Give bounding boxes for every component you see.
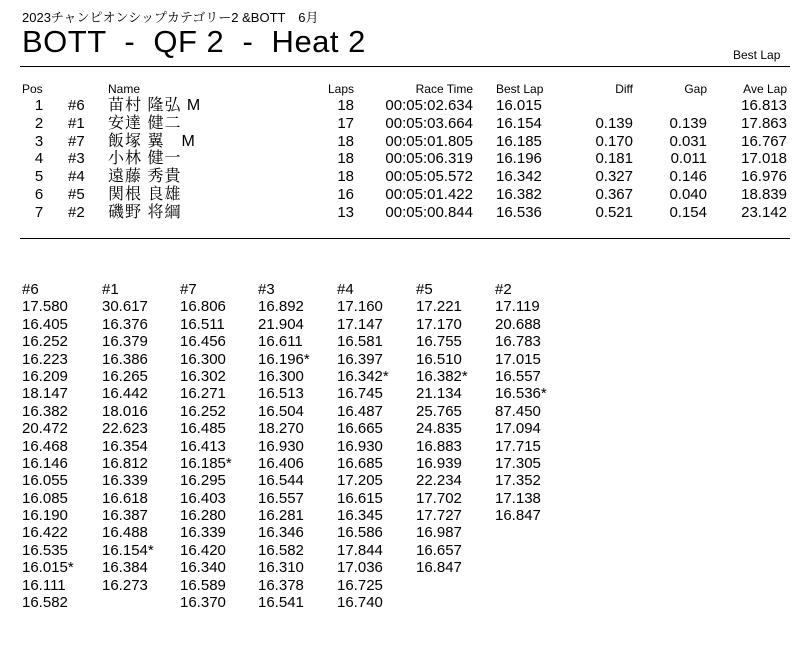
lap-time: 16.535 [22,541,68,559]
lap-time: 16.345 [337,507,383,525]
lap-time: 17.160 [337,298,383,316]
table-row [0,115,800,133]
lap-time: 16.196* [258,350,310,368]
lap-time: 16.271 [180,385,226,403]
result-ave-lap: 16.813 [741,97,787,114]
result-driver-name: 関根 良雄 [108,186,182,203]
lap-time: 16.146 [22,454,68,472]
page-title: BOTT - QF 2 - Heat 2 [22,24,366,59]
result-driver-name: 飯塚 翼 M [108,132,196,150]
lap-time: 17.036 [337,559,383,577]
result-position: 5 [34,168,44,186]
result-ave-lap: 17.863 [741,114,787,132]
result-diff: 0.181 [595,150,633,168]
lap-time: 17.580 [22,298,68,316]
lap-time: 16.541 [258,594,304,612]
lap-time: 17.727 [416,507,462,525]
lap-column-header: #3 [258,281,275,298]
lap-time: 16.302 [180,367,226,385]
lap-column-header: #1 [102,281,119,298]
lap-time: 16.339 [102,472,148,490]
lap-time: 87.450 [495,402,541,420]
lap-time: 16.406 [258,454,304,472]
column-header-pos: Pos [22,82,43,96]
lap-time: 16.310 [258,559,304,577]
lap-time: 16.615 [337,489,383,507]
lap-time: 20.472 [22,420,68,438]
lap-time: 16.190 [22,507,68,525]
lap-time: 16.468 [22,437,68,455]
result-kart-number: #5 [68,186,85,203]
lap-time: 24.835 [416,420,462,438]
result-race-time: 00:05:03.664 [385,114,473,132]
lap-time: 16.382 [22,402,68,420]
lap-time: 16.582 [258,541,304,559]
lap-time: 16.510 [416,350,462,368]
lap-time: 17.205 [337,472,383,490]
result-gap: 0.040 [669,186,707,203]
result-diff: 0.521 [595,203,633,221]
result-gap: 0.031 [669,132,707,150]
lap-time: 16.725 [337,576,383,594]
lap-time: 16.223 [22,350,68,368]
result-laps: 13 [337,203,354,221]
lap-time: 16.987 [416,524,462,542]
lap-time: 16.154* [102,541,154,559]
column-header-best-lap: Best Lap [496,82,544,96]
lap-time: 16.511 [180,315,225,333]
lap-time: 16.252 [180,402,226,420]
lap-time: 16.582 [22,594,68,612]
result-ave-lap: 18.839 [741,186,787,203]
lap-time: 16.581 [337,333,383,351]
result-best-lap: 16.342 [496,168,542,186]
lap-time: 21.904 [258,315,304,333]
lap-column [22,281,102,611]
lap-time: 16.370 [180,594,226,612]
result-diff: 0.367 [595,186,633,203]
result-laps: 18 [337,97,354,114]
lap-column-header: #6 [22,281,39,298]
result-diff: 0.139 [595,114,633,132]
sort-label: Best Lap [733,48,781,62]
lap-column [102,281,182,594]
lap-time: 16.442 [102,385,148,403]
lap-time: 16.252 [22,333,68,351]
lap-time: 22.623 [102,420,148,438]
result-position: 7 [34,203,44,221]
lap-time: 16.745 [337,385,383,403]
lap-time: 16.265 [102,367,148,385]
result-best-lap: 16.015 [496,97,542,114]
lap-time: 16.665 [337,420,383,438]
lap-column-header: #5 [416,281,433,298]
lap-time: 16.300 [180,350,226,368]
table-row [0,204,800,222]
lap-column-header: #2 [495,281,512,298]
result-kart-number: #2 [68,203,85,221]
lap-time: 16.611 [258,333,303,351]
result-position: 6 [34,186,44,203]
lap-time: 16.085 [22,489,68,507]
result-best-lap: 16.196 [496,150,542,168]
lap-time: 16.488 [102,524,148,542]
lap-time: 16.806 [180,298,226,316]
lap-column [180,281,260,611]
result-position: 3 [34,132,44,150]
result-gap: 0.146 [669,168,707,186]
lap-time: 16.930 [337,437,383,455]
lap-time: 16.487 [337,402,383,420]
result-kart-number: #3 [68,150,85,168]
lap-time: 17.119 [495,298,540,316]
result-best-lap: 16.382 [496,186,542,203]
result-race-time: 00:05:01.422 [385,186,473,203]
lap-time: 17.221 [416,298,462,316]
lap-column-header: #7 [180,281,197,298]
lap-time: 16.456 [180,333,226,351]
lap-time: 16.420 [180,541,226,559]
lap-time: 30.617 [102,298,148,316]
result-ave-lap: 16.976 [741,168,787,186]
result-driver-name: 苗村 隆弘 M [108,97,202,114]
result-diff: 0.327 [595,168,633,186]
result-laps: 18 [337,168,354,186]
lap-time: 16.586 [337,524,383,542]
lap-time: 16.657 [416,541,462,559]
lap-time: 16.403 [180,489,226,507]
lap-time: 16.185* [180,454,232,472]
lap-column [416,281,496,577]
table-row [0,168,800,186]
lap-time: 16.513 [258,385,304,403]
result-position: 4 [34,150,44,168]
lap-time: 16.273 [102,576,148,594]
lap-time: 16.589 [180,576,226,594]
lap-time: 16.339 [180,524,226,542]
series-subtitle: 2023チャンピオンシップカテゴリー2 &BOTT 6月 [22,10,319,25]
result-ave-lap: 17.018 [741,150,787,168]
result-kart-number: #7 [68,132,85,150]
lap-column [337,281,417,611]
lap-time: 16.209 [22,367,68,385]
result-race-time: 00:05:01.805 [385,132,473,150]
lap-time: 16.783 [495,333,541,351]
top-divider [20,66,790,67]
lap-time: 16.376 [102,315,148,333]
lap-time: 16.544 [258,472,304,490]
lap-time: 18.147 [22,385,68,403]
lap-time: 17.094 [495,420,541,438]
lap-time: 16.354 [102,437,148,455]
column-header-ave-lap: Ave Lap [743,82,787,96]
lap-time: 17.015 [495,350,541,368]
result-position: 2 [34,114,44,132]
lap-time: 16.387 [102,507,148,525]
lap-time: 16.422 [22,524,68,542]
lap-time: 16.557 [258,489,304,507]
column-header-diff: Diff [615,82,633,96]
lap-time: 17.305 [495,454,541,472]
lap-time: 16.413 [180,437,226,455]
lap-time: 16.280 [180,507,226,525]
lap-time: 16.939 [416,454,462,472]
lap-time: 16.504 [258,402,304,420]
lap-time: 25.765 [416,402,462,420]
lap-time: 16.346 [258,524,304,542]
table-row [0,97,800,115]
result-best-lap: 16.536 [496,203,542,221]
result-gap: 0.154 [669,203,707,221]
lap-time: 16.557 [495,367,541,385]
lap-column [258,281,338,611]
lap-time: 16.485 [180,420,226,438]
lap-time: 16.378 [258,576,304,594]
result-race-time: 00:05:05.572 [385,168,473,186]
lap-time: 17.138 [495,489,541,507]
lap-time: 16.111 [22,576,66,594]
result-best-lap: 16.154 [496,114,542,132]
result-best-lap: 16.185 [496,132,542,150]
lap-time: 16.847 [416,559,462,577]
lap-time: 16.847 [495,507,541,525]
lap-time: 16.379 [102,333,148,351]
lap-time: 17.702 [416,489,462,507]
table-row [0,186,800,204]
lap-time: 16.281 [258,507,304,525]
table-row [0,150,800,168]
result-laps: 18 [337,132,354,150]
lap-time: 16.397 [337,350,383,368]
lap-time: 16.384 [102,559,148,577]
lap-time: 16.340 [180,559,226,577]
lap-time: 17.844 [337,541,383,559]
lap-time: 16.618 [102,489,148,507]
result-laps: 18 [337,150,354,168]
lap-time: 18.270 [258,420,304,438]
lap-time: 22.234 [416,472,462,490]
lap-time: 16.405 [22,315,68,333]
lap-time: 18.016 [102,402,148,420]
result-driver-name: 安達 健二 [108,114,182,132]
lap-time: 17.715 [495,437,541,455]
lap-time: 16.536* [495,385,547,403]
lap-time: 16.015* [22,559,74,577]
result-kart-number: #4 [68,168,85,186]
result-kart-number: #6 [68,97,85,114]
lap-time: 16.685 [337,454,383,472]
lap-time: 16.740 [337,594,383,612]
result-gap: 0.011 [670,150,707,168]
lap-time: 20.688 [495,315,541,333]
lap-column [495,281,575,524]
lap-time: 16.055 [22,472,68,490]
column-header-laps: Laps [327,82,354,96]
lap-time: 16.812 [102,454,148,472]
lap-time: 16.342* [337,367,389,385]
result-diff: 0.170 [595,132,633,150]
lap-time: 16.386 [102,350,148,368]
result-driver-name: 小林 健一 [108,150,182,168]
lap-time: 16.295 [180,472,226,490]
lap-time: 21.134 [416,385,462,403]
result-race-time: 00:05:06.319 [385,150,473,168]
lap-time: 16.382* [416,367,468,385]
result-ave-lap: 23.142 [741,203,787,221]
lap-time: 16.883 [416,437,462,455]
bottom-divider [20,238,790,239]
lap-time: 16.892 [258,298,304,316]
result-ave-lap: 16.767 [741,132,787,150]
lap-time: 16.755 [416,333,462,351]
result-race-time: 00:05:02.634 [385,97,473,114]
result-position: 1 [34,97,44,114]
lap-time: 17.170 [416,315,462,333]
result-laps: 16 [337,186,354,203]
result-gap: 0.139 [669,114,707,132]
result-kart-number: #1 [68,114,85,132]
lap-time: 16.300 [258,367,304,385]
result-race-time: 00:05:00.844 [385,203,473,221]
result-driver-name: 遠藤 秀貴 [108,168,182,186]
result-laps: 17 [337,114,354,132]
result-driver-name: 磯野 将綱 [108,203,182,221]
lap-time: 17.352 [495,472,541,490]
lap-column-header: #4 [337,281,354,298]
column-header-name: Name [108,82,141,96]
column-header-race-time: Race Time [415,82,473,96]
lap-time: 17.147 [337,315,383,333]
column-header-gap: Gap [684,82,707,96]
lap-time: 16.930 [258,437,304,455]
table-row [0,133,800,151]
